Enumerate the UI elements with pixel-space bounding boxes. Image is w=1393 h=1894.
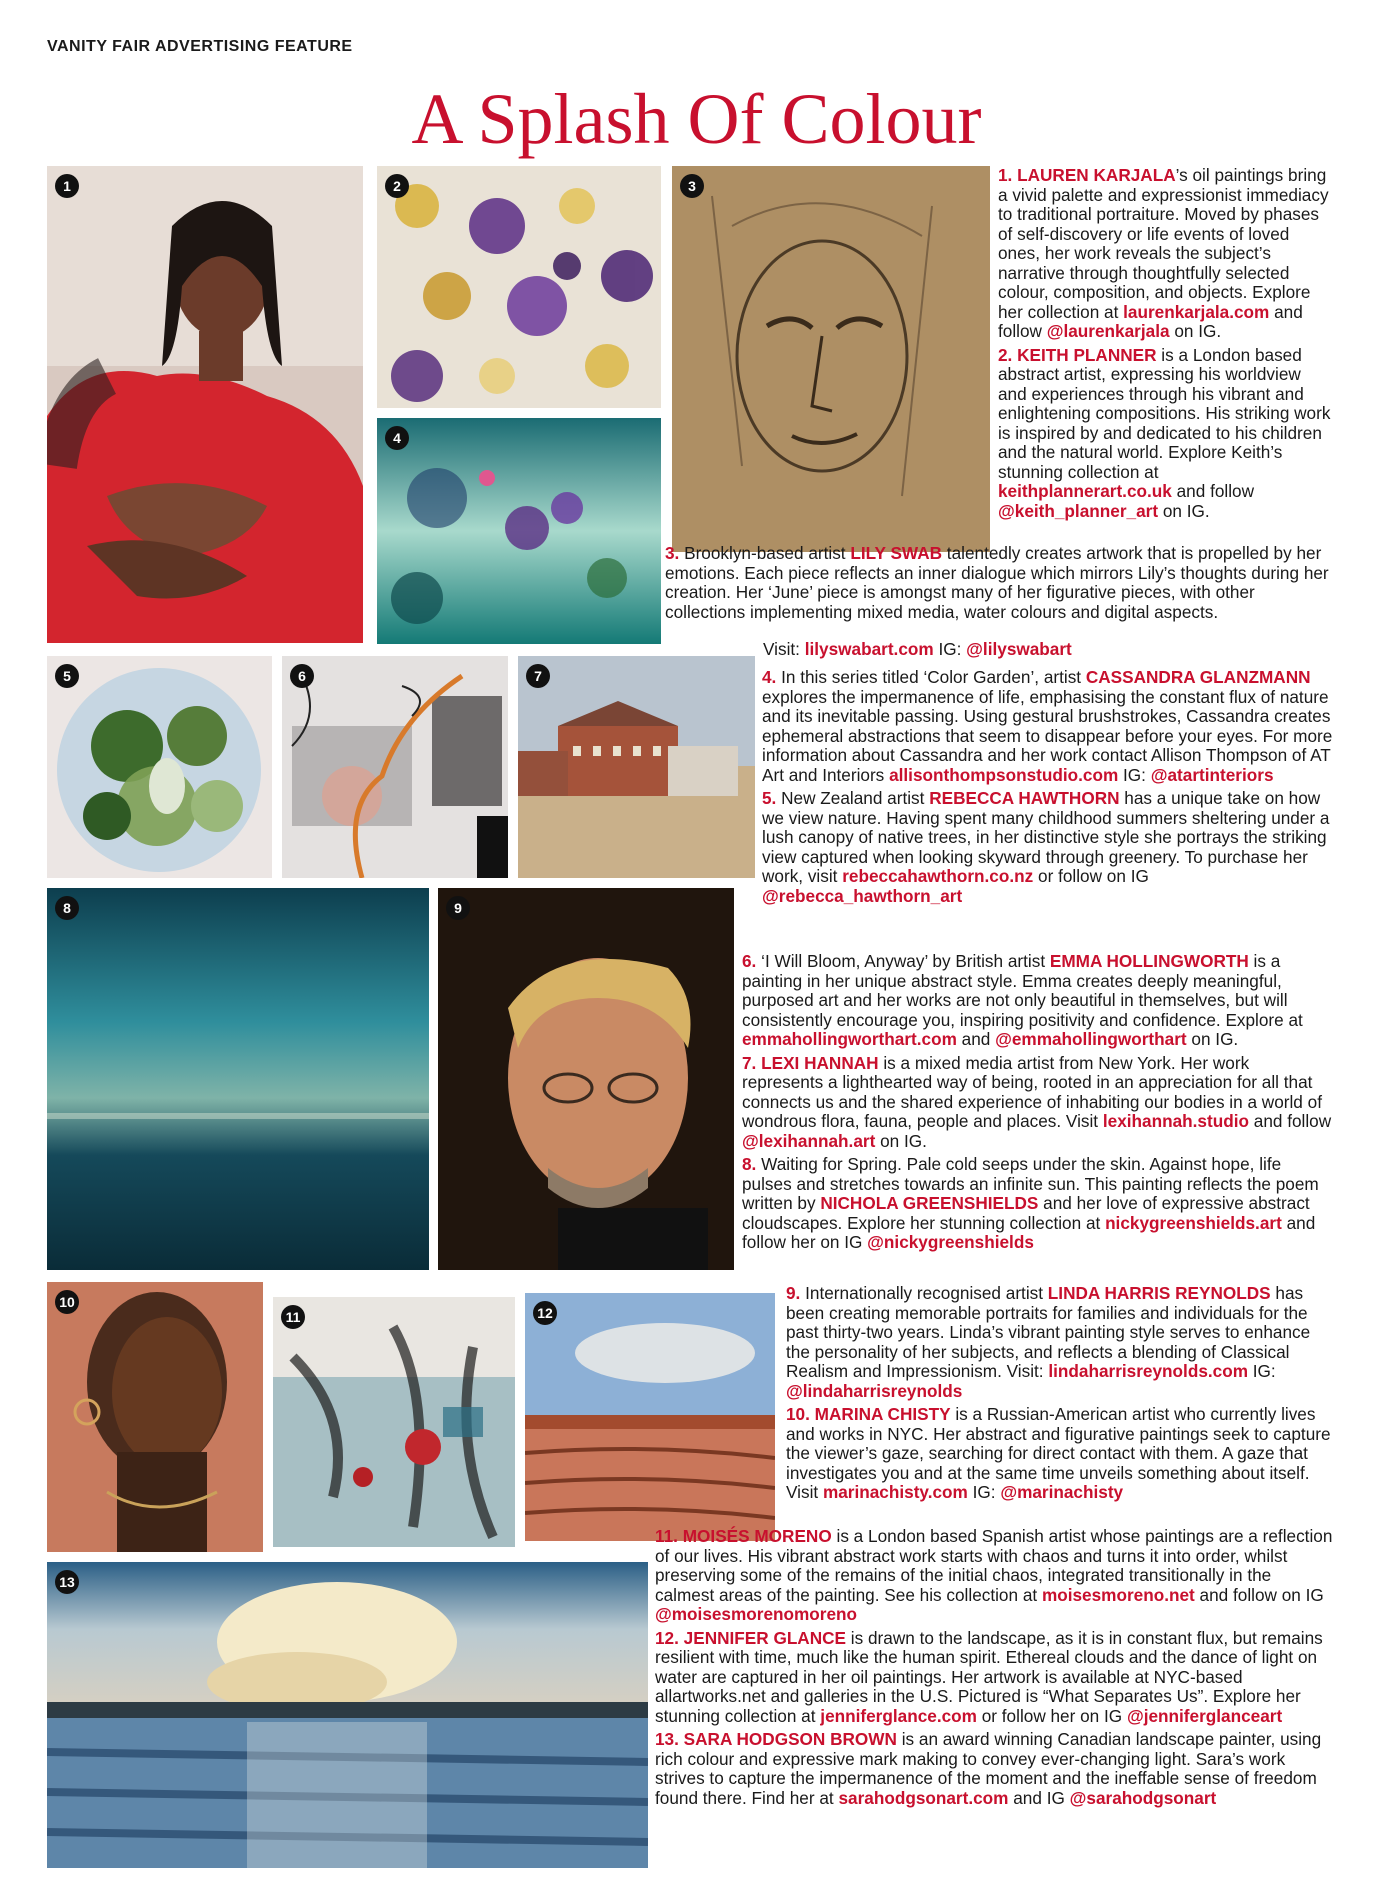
instagram-link[interactable]: @atartinteriors — [1150, 764, 1274, 785]
artwork-8-seascape — [47, 888, 429, 1270]
entry-text: Waiting for Spring. Pale cold seeps under the skin. Against hope, life pulses and stretches towards an infinite sun. This painting reflects the poem written by — [742, 1154, 1319, 1213]
page-title: A Splash Of Colour — [411, 79, 982, 159]
instagram-link[interactable]: @jenniferglanceart — [1126, 1705, 1283, 1726]
artwork-5-round — [47, 656, 272, 878]
entry-text: New Zealand artist — [776, 788, 930, 808]
website-link[interactable]: lilyswabart.com — [804, 639, 934, 659]
artwork-2-abstract — [377, 166, 661, 408]
artist-name: MARINA CHISTY — [814, 1404, 951, 1424]
instagram-link[interactable]: @lilyswabart — [966, 639, 1072, 659]
entry-text: is a Russian-American artist who currently lives and works in NYC. Her abstract and figurative paintings seek to capture the viewer’s gaze, searching for direct contact with them. A gaze that investigates you and at the same time unveils something about itself. Visit — [786, 1404, 1331, 1502]
entry-number: 8. — [742, 1154, 757, 1174]
artwork-4-abstract — [377, 418, 661, 644]
entry-number: 11. — [655, 1526, 683, 1546]
entry-text: is drawn to the landscape, as it is in constant flux, but remains resilient with time, much like the human spirit. Ethereal clouds and the dance of light on water are captured in her oil paintings. Her artwork is available at NYC-based allartworks.net and galleries in the U.S. Pictured is “What Separates Us”. Explore her stunning collection at — [655, 1627, 1323, 1726]
entry-text: is a London based abstract artist, expressing his worldview and experiences through his vibrant and enlightening compositions. His striking work is inspired by and dedicated to his children and the natural world. Explore Keith’s stunning collection at — [998, 344, 1331, 482]
entry-text: IG: — [967, 1482, 1001, 1502]
entry-text: and follow her on IG — [742, 1212, 1316, 1252]
website-link[interactable]: marinachisty.com — [822, 1482, 968, 1502]
instagram-link[interactable]: @laurenkarjala — [1046, 321, 1170, 341]
website-link[interactable]: nickygreenshields.art — [1105, 1212, 1282, 1233]
entry-text: and her love of expressive abstract cloudscapes. Explore her stunning collection at — [742, 1193, 1310, 1233]
artwork-number: 11 — [281, 1305, 305, 1329]
entry-number: 10. — [786, 1404, 815, 1424]
entry-number: 5. — [762, 788, 777, 808]
entry-text: In this series titled ‘Color Garden’, artist — [776, 667, 1086, 687]
entry-3 — [665, 544, 1335, 626]
entry-text: or follow her on IG — [976, 1705, 1127, 1726]
entry-text: ’s oil paintings bring a vivid palette and expressionist immediacy to traditional portraiture. Moved by phases of self-discovery or life events of loved ones, her work reveals the subject’s narrative through thoughtfully selected colour, composition, and objects. Explore her collection at — [998, 165, 1329, 322]
entry-9-10 — [786, 1284, 1336, 1507]
website-link[interactable]: sarahodgsonart.com — [838, 1787, 1009, 1808]
entry-number: 9. — [786, 1283, 801, 1303]
artwork-number: 2 — [385, 174, 409, 198]
artwork-number: 10 — [55, 1290, 79, 1314]
entry-number: 4. — [762, 667, 777, 687]
artist-name: JENNIFER GLANCE — [683, 1627, 847, 1648]
artist-name: LILY SWAB — [850, 543, 943, 563]
artist-name: CASSANDRA GLANZMANN — [1085, 667, 1311, 687]
entry-text: is a mixed media artist from New York. Her work represents a lighthearted way of being, rooted in an appreciation for all that connects us and the shared experience of inhabiting our bodies in a world of wondrous flora, fauna, people and places. Visit — [742, 1052, 1322, 1131]
artwork-number: 4 — [385, 426, 409, 450]
entry-text: on IG. — [1169, 321, 1222, 341]
entry-text: talentedly creates artwork that is propelled by her emotions. Each piece reflects an inner dialogue which mirrors Lily’s thoughts during her creation. Her ‘June’ piece is amongst many of her figurative pieces, with other collections implementing mixed media, water colours and digital aspects. — [665, 543, 1329, 622]
entry-text: is a painting in her unique abstract style. Emma creates deeply meaningful, purposed art and her works are not only beautiful in themselves, but will consistently encourage you, inspiring positivity and confidence. Explore at — [742, 951, 1303, 1030]
entry-number: 2. — [998, 344, 1018, 365]
website-link[interactable]: laurenkarjala.com — [1123, 301, 1270, 322]
entry-text: on IG. — [1158, 500, 1210, 521]
website-link[interactable]: moisesmoreno.net — [1041, 1584, 1195, 1605]
entry-text: IG: — [933, 639, 967, 659]
artwork-13-landscape — [47, 1562, 648, 1868]
feature-kicker: VANITY FAIR ADVERTISING FEATURE — [47, 38, 353, 55]
artist-name: LEXI HANNAH — [761, 1052, 879, 1073]
artwork-number: 3 — [680, 174, 704, 198]
entry-4-5 — [762, 668, 1334, 910]
entry-text: IG: — [1118, 764, 1151, 785]
artwork-6-abstract — [282, 656, 508, 878]
entry-3-links — [763, 640, 1333, 664]
entry-1 — [998, 166, 1333, 525]
instagram-link[interactable]: @moisesmorenomoreno — [655, 1604, 858, 1624]
entry-text: or follow on IG — [1033, 866, 1149, 886]
artist-name: REBECCA HAWTHORN — [929, 788, 1120, 808]
entry-number: 1. — [998, 165, 1018, 185]
website-link[interactable]: lexihannah.studio — [1102, 1111, 1249, 1131]
artist-name: MOISÉS MORENO — [682, 1526, 832, 1546]
entry-6-8 — [742, 952, 1335, 1257]
entry-text: is an award winning Canadian landscape painter, using rich colour and expressive mark making to convey ever-changing light. Sara’s work strives to capture the impermanence of the moment and the ineffable sense of freedom found there. Find her at — [655, 1729, 1322, 1808]
artwork-1-portrait — [47, 166, 363, 643]
website-link[interactable]: allisonthompsonstudio.com — [889, 764, 1119, 785]
entry-text: and IG — [1008, 1787, 1070, 1808]
entry-text: has been creating memorable portraits for families and individuals for the past thirty-two years. Linda’s vibrant painting style serves to enhance the personality of her subjects, and reflects a blending of Classical Realism and Impressionism. Visit: — [786, 1283, 1311, 1381]
artwork-number: 7 — [526, 664, 550, 688]
instagram-link[interactable]: @nickygreenshields — [867, 1232, 1034, 1252]
entry-text: and follow — [998, 301, 1303, 341]
instagram-link[interactable]: @emmahollingworthart — [995, 1029, 1187, 1049]
entry-text: ‘I Will Bloom, Anyway’ by British artist — [756, 951, 1050, 971]
instagram-link[interactable]: @lindaharrisreynolds — [786, 1380, 963, 1401]
artwork-3-sketch — [672, 166, 990, 552]
artist-name: KEITH PLANNER — [1017, 344, 1157, 365]
website-link[interactable]: emmahollingworthart.com — [742, 1029, 957, 1049]
entry-text: has a unique take on how we view nature. Having spent many childhood summers sheltering under a lush canopy of native trees, in her distinctive style she portrays the striking view captured when looking skyward through greenery. To purchase her work, visit — [762, 788, 1330, 886]
instagram-link[interactable]: @marinachisty — [1000, 1482, 1124, 1502]
artwork-number: 5 — [55, 664, 79, 688]
artwork-12-landscape — [525, 1293, 775, 1541]
artwork-number: 1 — [55, 174, 79, 198]
entry-text: is a London based Spanish artist whose paintings are a reflection of our lives. His vibrant abstract work starts with chaos and turns it into order, whilst preserving some of the remains of the initial chaos, integrated transitionally in the calmest areas of the painting. See his collection at — [655, 1526, 1333, 1605]
artwork-number: 12 — [533, 1301, 557, 1325]
artwork-number: 6 — [290, 664, 314, 688]
entry-number: 13. — [655, 1729, 684, 1749]
artwork-number: 8 — [55, 896, 79, 920]
entry-11-13 — [655, 1527, 1335, 1812]
entry-text: and follow — [1171, 481, 1255, 501]
artwork-number: 9 — [446, 896, 470, 920]
entry-text: Internationally recognised artist — [800, 1283, 1048, 1303]
instagram-link[interactable]: @keith_planner_art — [998, 500, 1159, 521]
artwork-11-abstract — [273, 1297, 515, 1547]
artwork-number: 13 — [55, 1570, 79, 1594]
instagram-link[interactable]: @rebecca_hawthorn_art — [762, 885, 963, 906]
entry-number: 12. — [655, 1627, 684, 1648]
entry-text: on IG. — [1186, 1029, 1239, 1049]
artist-name: EMMA HOLLINGWORTH — [1049, 951, 1249, 971]
entry-text: and follow — [1248, 1111, 1332, 1131]
entry-number: 7. — [742, 1052, 762, 1073]
artist-name: LINDA HARRIS REYNOLDS — [1047, 1283, 1271, 1303]
artwork-7-buildings — [518, 656, 755, 878]
artist-name: SARA HODGSON BROWN — [683, 1729, 897, 1749]
website-link[interactable]: jenniferglance.com — [820, 1705, 977, 1726]
entry-number: 3. — [665, 543, 680, 563]
entry-text: IG: — [1248, 1361, 1276, 1381]
website-link[interactable]: keithplannerart.co.uk — [998, 481, 1172, 501]
artist-name: LAUREN KARJALA — [1017, 165, 1176, 185]
artwork-9-portrait — [438, 888, 734, 1270]
entry-text: explores the impermanence of life, emphasising the constant flux of nature and its inevitable passing. Using gestural brushstrokes, Cassandra creates ephemeral abstractions that seem to disappear before your eyes. For more information about Cassandra and her work contact Allison Thompson of AT Art and Interiors — [762, 686, 1333, 785]
entry-text: and follow on IG — [1194, 1584, 1324, 1605]
website-link[interactable]: lindaharrisreynolds.com — [1048, 1361, 1248, 1381]
entry-number: 6. — [742, 951, 757, 971]
entry-text: and — [956, 1029, 996, 1049]
entry-text: Visit: — [763, 639, 805, 659]
entry-text: on IG. — [875, 1130, 927, 1151]
instagram-link[interactable]: @lexihannah.art — [742, 1130, 876, 1151]
artist-name: NICHOLA GREENSHIELDS — [820, 1193, 1039, 1213]
instagram-link[interactable]: @sarahodgsonart — [1069, 1787, 1217, 1808]
artwork-10-portrait — [47, 1282, 263, 1552]
entry-text: Brooklyn-based artist — [679, 543, 851, 563]
website-link[interactable]: rebeccahawthorn.co.nz — [842, 866, 1034, 886]
